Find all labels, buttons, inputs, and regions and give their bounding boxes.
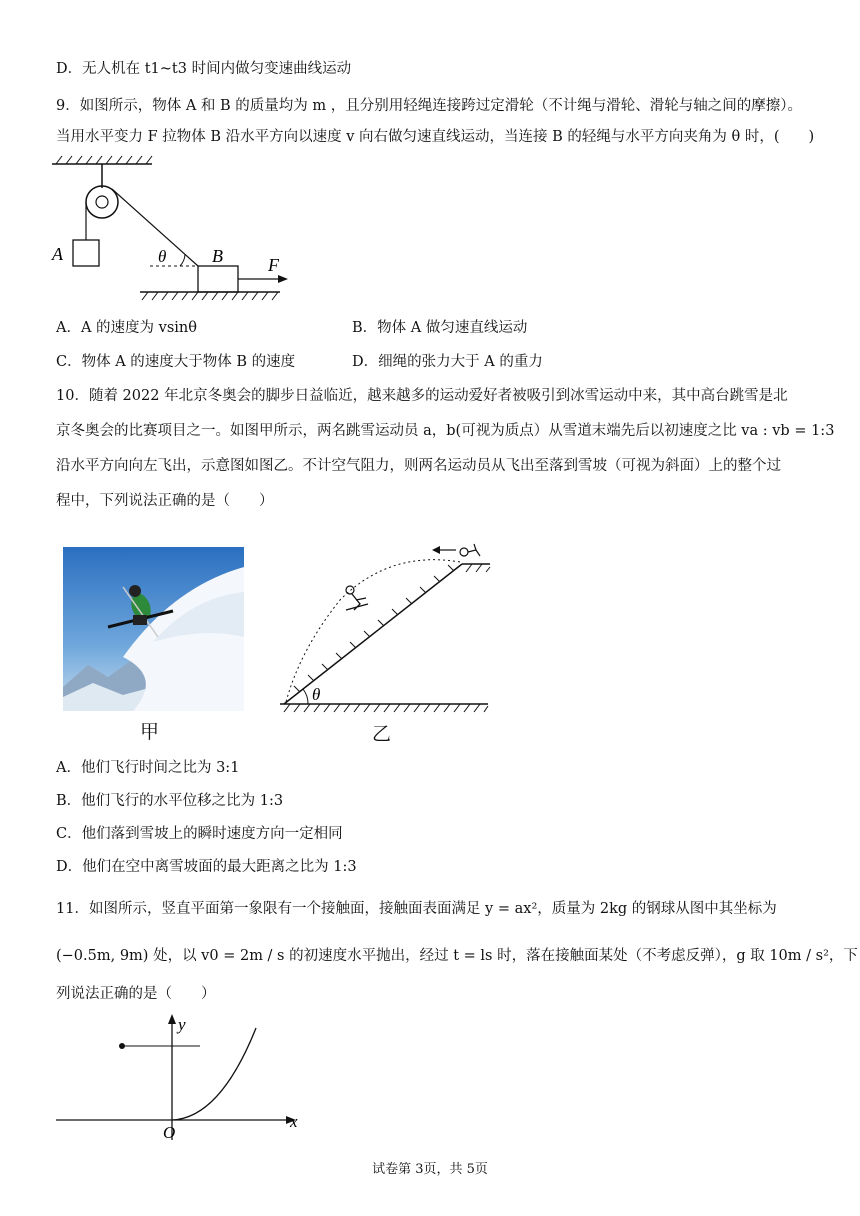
q9-label-theta: θ [158, 247, 167, 266]
q11-parabola-figure [50, 1010, 310, 1145]
q9-stem-line1: 9．如图所示，物体 A 和 B 的质量均为 m ，且分别用轻绳连接跨过定滑轮（不计绳与滑轮、滑轮与轴之间的摩擦）。 [56, 98, 803, 114]
q9-option-b: B．物体 A 做匀速直线运动 [352, 320, 528, 336]
q11-stem-line2: (−0.5m, 9m) 处，以 v0 = 2m / s 的初速度水平抛出，经过 t = ls 时，落在接触面某处（不考虑反弹），g 取 10m / s²，下 [56, 948, 858, 964]
q11-label-o: O [163, 1123, 176, 1142]
q10-option-d: D．他们在空中离雪坡面的最大距离之比为 1:3 [56, 859, 357, 875]
q10-stem-line4: 程中，下列说法正确的是（ ） [56, 493, 274, 509]
q11-stem-line3: 列说法正确的是（ ） [56, 986, 216, 1002]
q9-label-a: A [52, 244, 63, 264]
q11-stem-line1: 11．如图所示，竖直平面第一象限有一个接触面，接触面表面满足 y = ax²，质量为 2kg 的钢球从图中其坐标为 [56, 901, 777, 917]
q9-stem-line2: 当用水平变力 F 拉物体 B 沿水平方向以速度 v 向右做匀速直线运动，当连接 B 的轻绳与水平方向夹角为 θ 时，( ) [56, 129, 815, 145]
fig-label-jia: 甲 [140, 721, 160, 743]
q10-stem-line2: 京冬奥会的比赛项目之一。如图甲所示，两名跳雪运动员 a，b(可视为质点）从雪道末端先后以初速度之比 va : vb = 1:3 [56, 423, 835, 439]
q10-stem-line1: 10．随着 2022 年北京冬奥会的脚步日益临近，越来越多的运动爱好者被吸引到冰雪运动中来，其中高台跳雪是北 [56, 388, 788, 404]
page-footer: 试卷第 3页，共 5页 [372, 1162, 488, 1177]
q10-option-a: A．他们飞行时间之比为 3:1 [56, 760, 240, 776]
q9-label-f: F [268, 255, 279, 275]
ski-slope-diagram [270, 540, 500, 720]
q9-option-a: A．A 的速度为 vsinθ [56, 320, 197, 336]
q10-option-c: C．他们落到雪坡上的瞬时速度方向一定相同 [56, 826, 343, 842]
q11-label-x: x [290, 1112, 298, 1131]
fig-label-yi: 乙 [372, 723, 392, 745]
q8-option-d: D．无人机在 t1~t3 时间内做匀变速曲线运动 [56, 61, 352, 77]
q9-pulley-figure [40, 150, 300, 310]
q11-label-y: y [178, 1015, 186, 1034]
fig-label-theta-slope: θ [312, 685, 321, 704]
q9-option-c: C．物体 A 的速度大于物体 B 的速度 [56, 354, 296, 370]
ski-jump-photo [63, 547, 244, 711]
q10-stem-line3: 沿水平方向向左飞出，示意图如图乙。不计空气阻力，则两名运动员从飞出至落到雪坡（可视为斜面）上的整个过 [56, 458, 781, 474]
q9-label-b: B [212, 246, 223, 266]
q9-option-d: D．细绳的张力大于 A 的重力 [352, 354, 543, 370]
q10-option-b: B．他们飞行的水平位移之比为 1:3 [56, 793, 284, 809]
